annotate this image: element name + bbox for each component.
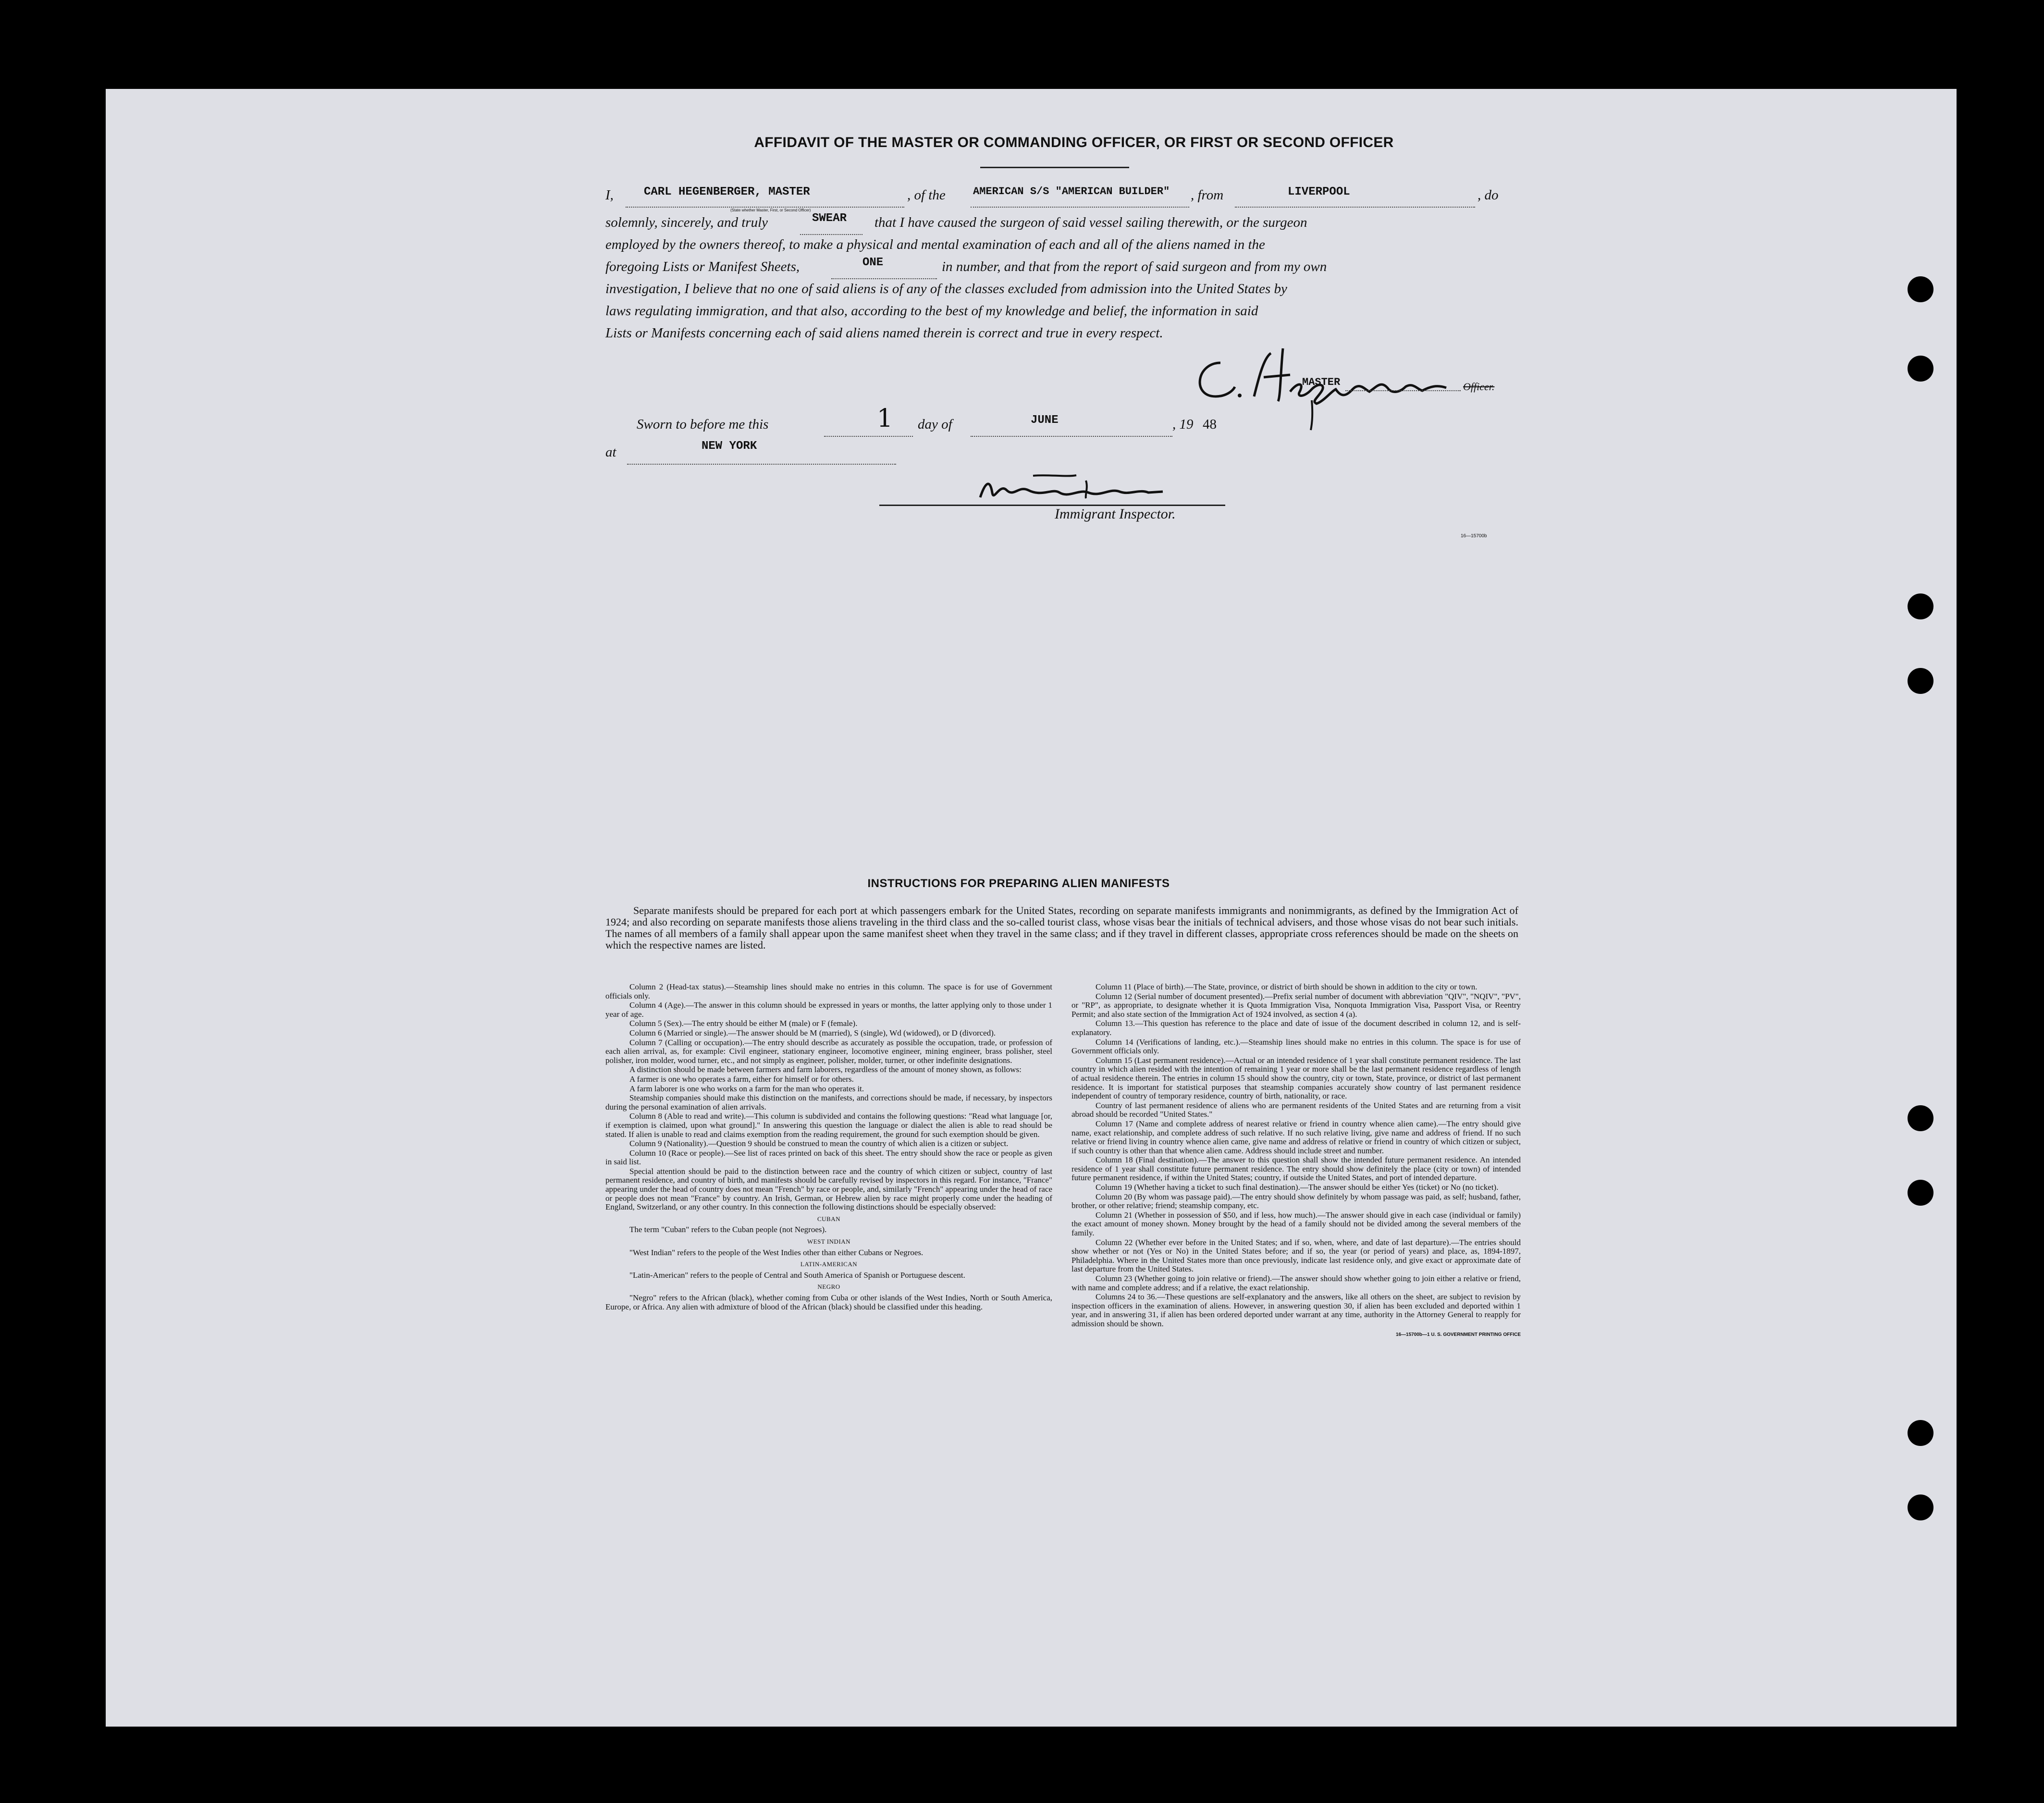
sworn-month: JUNE <box>1031 414 1059 427</box>
instruction-paragraph: "Latin-American" refers to the people of Central and South America of Spanish or Portuguese descent. <box>629 1270 965 1280</box>
affidavit-line-7: Lists or Manifests concerning each of said aliens named therein is correct and true in every respect. <box>605 325 1163 341</box>
instruction-paragraph: Column 18 (Final destination).—The answer to this question shall show the intended future permanent residence. An intended residence of 1 year shall constitute future permanent residence. The entry should show definitely the place (city or town) of intended future permanent residence, if within the United States; country, if outside the United States, and port of intended departure. <box>1071 1155 1521 1183</box>
punch-hole <box>1908 276 1933 302</box>
punch-hole <box>1908 593 1933 619</box>
sworn-place: NEW YORK <box>702 440 757 453</box>
punch-hole <box>1908 1105 1933 1131</box>
affidavit-line-5: investigation, I believe that no one of said aliens is of any of the classes excluded from admission into the United States by <box>605 281 1287 296</box>
oath-value: SWEAR <box>812 212 847 225</box>
title-underline <box>980 167 1129 168</box>
instructions-left-column <box>605 983 1052 1312</box>
punch-hole <box>1908 668 1933 694</box>
officer-rank: MASTER <box>1302 376 1341 388</box>
affidavit-line-6: laws regulating immigration, and that also, according to the best of my knowledge and belief, the information in said <box>605 303 1258 319</box>
departure-port: LIVERPOOL <box>1288 185 1350 198</box>
instruction-paragraph: "Negro" refers to the African (black), whether coming from Cuba or other islands of the West Indies, North or South America, Europe, or Africa. Any alien with admixture of blood of the African (black) should be classified under this heading. <box>605 1293 1052 1311</box>
manifest-sheet: AFFIDAVIT OF THE MASTER OR COMMANDING OFFICER, OR FIRST OR SECOND OFFICER I, CARL HEGENBERGER, MASTER , of the AMERICAN S/S "AMERICAN BUILDER" , from LIVERPOOL , do (State whether Master, First, or Second Officer) solemnly, sincerely, and truly SWEAR that I have caused the surgeon of said vessel sailing therewith, or the surgeon employed by the owners thereof, to make a physical and mental examination of each and all of the aliens named in the foregoing Lists or Manifest Sheets, ONE in number, and that from the report of said surgeon and from my own investigation, I believe that no one of said aliens is of any of the classes excluded from admission into the United States by laws regulating immigration, and that also, according to the best of my knowledge and belief, the information in said Lists or Manifests concerning each of said aliens named therein is correct and true in every respect. MASTER Officer. Sworn to before me this 1 day of JUNE , 19 48 at NEW YORK Immigrant Inspector. 16—15700b INSTRUCTIONS FOR PREPARING ALIEN MANIFESTS Separate manifests should be prepared for each port at which passengers embark for the United States, recording on separate manifests immigrants and nonimmigrants, as defined by the Immigration Act of 1924; and also recording on separate manifests those aliens traveling in the third class and the so-called tourist class, whose visas bear the initials of technical advisers, and those whose visas do not bear such initials. The names of all members of a family shall appear upon the same manifest sheet when they travel in the same class; and if they travel in different classes, appropriate cross references should be made on the sheets on which the respective names are listed. Column 2 (Head-tax status).—Steamship lines should make no entries in this column. The space is for use of Government officials only. Column 4 (Age).—The answer in this column should be expressed in years or months, the latter applying only to those under 1 year of age. Column 5 (Sex).—The entry should be either M (male) or F (female). Column 6 (Married or single).—The answer should be M (married), S (single), Wd (widowed), or D (divorced). Column 7 (Calling or occupation).—The entry should describe as accurately as possible the occupation, trade, or profession of each alien arrival, as, for example: Civil engineer, stationary engineer, locomotive engineer, mining engineer, brass polisher, steel polisher, iron molder, wood turner, etc., and not simply as engineer, polisher, molder, turner, or other indefinite designations. A distinction should be made between farmers and farm laborers, regardless of the amount of money shown, as follows: A farmer is one who operates a farm, either for himself or for others. A farm laborer is one who works on a farm for the man who operates it. Steamship companies should make this distinction on the manifests, and corrections should be made, if necessary, by inspectors during the personal examination of alien arrivals. Column 8 (Able to read and write).—This column is subdivided and contains the following questions: "Read what language [or, if exemption is claimed, upon what ground]." In answering this question the language or dialect the alien is able to read should be stated. If alien is unable to read and claims exemption from the reading requirement, the ground for such exemption should be given. Column 9 (Nationality).—Question 9 should be construed to mean the country of which alien is a citizen or subject. Column 10 (Race or people).—See list of races printed on back of this sheet. The entry should show the race or people as given in said list. Special attention should be paid to the distinction between race and the country of which citizen or subject, country of last permanent residence, and country of birth, and manifests should be carefully revised by inspectors in this regard. For instance, "France" appearing under the head of country does not mean "French" by race or people, and, similarly "French" appearing under the head of race or people does not mean "France" by country. An Irish, German, or Hebrew alien by race might properly come under the heading of England, Switzerland, or any other country. In this connection the following distinctions should be especially observed: CUBAN The term "Cuban" refers to the Cuban people (not Negroes). WEST INDIAN "West Indian" refers to the people of the West Indies other than either Cubans or Negroes. LATIN-AMERICAN "Latin-American" refers to the people of Central and South America of Spanish or Portuguese descent. NEGRO "Negro" refers to the African (black), whether coming from Cuba or other islands of the West Indies, North or South America, Europe, or Africa. Any alien with admixture of blood of the African (black) should be classified under this heading. Column 11 (Place of birth).—The State, province, or district of birth should be shown in addition to the city or town. Column 12 (Serial number of document presented).—Prefix serial number of document with abbreviation "QIV", "NQIV", "PV", or "RP", as appropriate, to designate whether it is Quota Immigration Visa, Nonquota Immigration Visa, Passport Visa, or Reentry Permit; and also state section of the Immigration Act of 1924 involved, as section 4 (a). Column 13.—This question has reference to the place and date of issue of the document described in column 12, and is self-explanatory. Column 14 (Verifications of landing, etc.).—Steamship lines should make no entries in this column. The space is for use of Government officials only. Column 15 (Last permanent residence).—Actual or an intended residence of 1 year shall constitute permanent residence. The last country in which alien resided with the intention of remaining 1 year or more shall be the last permanent residence regardless of length of actual residence therein. The entries in column 15 should show the country, city or town, State, province, or district of last permanent residence. It is important for statistical purposes that steamship companies accurately show country of last permanent residence independent of country of temporary residence, country of birth, nationality, or race. Country of last permanent residence of aliens who are permanent residents of the United States and are returning from a visit abroad should be recorded "United States." Column 17 (Name and complete address of nearest relative or friend in country whence alien came).—The entry should give name, exact relationship, and complete address of such relative. If no such relative living, give name and address of friend. If no such relative or friend living in country whence alien came, give name and address of relative or friend in country of which citizen or subject, if such country is other than that whence alien came. Address should include street and number. Column 18 (Final destination).—The answer to this question shall show the intended future permanent residence. An intended residence of 1 year shall constitute future permanent residence. The entry should show definitely the place (city or town) of intended future permanent residence, if within the United States; country, if outside the United States, and port of intended departure. Column 19 (Whether having a ticket to such final destination).—The answer should be either Yes (ticket) or No (no ticket). Column 20 (By whom was passage paid).—The entry should show definitely by whom passage was paid, as self; husband, father, brother, or other relative; friend; steamship company, etc. Column 21 (Whether in possession of $50, and if less, how much).—The answer should give in each case (individual or family) the exact amount of money shown. Money brought by the head of a family should not be divided among the several members of the family. Column 22 (Whether ever before in the United States; and if so, when, where, and date of last departure).—The entries should show whether or not (Yes or No) in the United States before; and if so, the year (or period of years) and place, as, 1894-1897, Philadelphia. Where in the United States more than once previously, indicate last residence only, and give exact or approximate date of last departure from the United States. Column 23 (Whether going to join relative or friend).—The answer should show whether going to join either a relative or friend, with name and complete address; and if a relative, the exact relationship. Columns 24 to 36.—These questions are self-explanatory and the answers, like all others on the sheet, are subject to revision by inspection officers in the examination of aliens. However, in answering question 30, if alien has been excluded and deported within 1 year, and in answering 31, if alien has been ordered deported under warrant at any time, authority in the Attorney General to reapply for admission should be shown. 16—15700b—1 U. S. GOVERNMENT PRINTING OFFICE <box>106 89 1957 1727</box>
affidavit-line-3: employed by the owners thereof, to make a physical and mental examination of each and all of the aliens named in the <box>605 237 1265 252</box>
instruction-paragraph: A farm laborer is one who works on a farm for the man who operates it. <box>629 1084 864 1093</box>
day-value: 1 <box>877 404 893 433</box>
punch-hole <box>1908 1494 1933 1520</box>
instruction-paragraph: Special attention should be paid to the distinction between race and the country of which citizen or subject, country of last permanent residence, and country of birth, and manifests should be carefully revised by inspectors in this regard. For instance, "France" appearing under the head of country does not mean "French" by race or people, and, similarly "French" appearing under the head of race or people does not mean "France" by country. An Irish, German, or Hebrew alien by race might properly come under the heading of England, Switzerland, or any other country. In this connection the following distinctions should be especially observed: <box>605 1166 1052 1212</box>
instructions-right-column <box>1071 983 1521 1340</box>
instruction-paragraph: Column 14 (Verifications of landing, etc.).—Steamship lines should make no entries in this column. The space is for use of Government officials only. <box>1071 1037 1521 1056</box>
heading-latin-american: LATIN-AMERICAN <box>800 1260 858 1268</box>
port-blank <box>1235 187 1475 208</box>
vessel-name: AMERICAN S/S "AMERICAN BUILDER" <box>973 185 1170 198</box>
heading-negro: NEGRO <box>817 1283 840 1291</box>
punch-hole <box>1908 1420 1933 1446</box>
instruction-paragraph: Steamship companies should make this distinction on the manifests, and corrections should be made, if necessary, by inspectors during the personal examination of alien arrivals. <box>605 1093 1052 1111</box>
instruction-paragraph: Column 4 (Age).—The answer in this column should be expressed in years or months, the latter applying only to those under 1 year of age. <box>605 1000 1052 1019</box>
place-blank <box>627 445 896 465</box>
instruction-paragraph: Column 19 (Whether having a ticket to such final destination).—The answer should be either Yes (ticket) or No (no ticket). <box>1096 1183 1499 1192</box>
instruction-paragraph: Column 5 (Sex).—The entry should be either M (male) or F (female). <box>629 1019 858 1028</box>
signature-line <box>1345 389 1461 391</box>
instruction-paragraph: Column 10 (Race or people).—See list of races printed on back of this sheet. The entry should show the race or people as given in said list. <box>605 1148 1052 1167</box>
instruction-paragraph: Column 11 (Place of birth).—The State, province, or district of birth should be shown in addition to the city or town. <box>1096 982 1478 991</box>
instruction-paragraph: The term "Cuban" refers to the Cuban people (not Negroes). <box>629 1225 827 1235</box>
heading-west-indian: WEST INDIAN <box>807 1238 851 1246</box>
punch-hole <box>1908 356 1933 382</box>
punch-hole <box>1908 1180 1933 1206</box>
state-note: (State whether Master, First, or Second Officer) <box>730 208 811 212</box>
day-blank <box>824 417 913 437</box>
instruction-paragraph: Column 22 (Whether ever before in the United States; and if so, when, where, and date of last departure).—The entries should show whether or not (Yes or No) in the United States before; and if so, the year (or period of years) and place, as, 1894-1897, Philadelphia. Where in the United States more than once previously, indicate last residence only, and give exact or approximate date of last departure from the United States. <box>1071 1237 1521 1274</box>
instruction-paragraph: Column 15 (Last permanent residence).—Actual or an intended residence of 1 year shall constitute permanent residence. The last country in which alien resided with the intention of remaining 1 year or more shall be the last permanent residence regardless of length of actual residence therein. The entries in column 15 should show the country, city or town, State, province, or district of last permanent residence. It is important for statistical purposes that steamship companies accurately show country of last permanent residence independent of country of temporary residence, country of birth, nationality, or race. <box>1071 1055 1521 1101</box>
instructions-intro: Separate manifests should be prepared for each port at which passengers embark for the United States, recording on separate manifests immigrants and nonimmigrants, as defined by the Immigration Act of 1924; and also recording on separate manifests those aliens traveling in the third class and the so-called tourist class, whose visas bear the initials of technical advisers, and those whose visas do not bear such initials. The names of all members of a family shall appear upon the same manifest sheet when they travel in the same class; and if they travel in different classes, appropriate cross references should be made on the sheets on which the respective names are listed. <box>605 904 1518 951</box>
instruction-paragraph: Column 2 (Head-tax status).—Steamship lines should make no entries in this column. The space is for use of Government officials only. <box>605 982 1052 1000</box>
affidavit-title: AFFIDAVIT OF THE MASTER OR COMMANDING OFFICER, OR FIRST OR SECOND OFFICER <box>754 135 1394 150</box>
instruction-paragraph: Column 23 (Whether going to join relative or friend).—The answer should show whether going to join either a relative or friend, with name and complete address; and if a relative, the exact relationship. <box>1071 1274 1521 1292</box>
instruction-paragraph: Column 6 (Married or single).—The answer should be M (married), S (single), Wd (widowed), or D (divorced). <box>629 1028 996 1037</box>
instruction-paragraph: A farmer is one who operates a farm, either for himself or for others. <box>629 1074 854 1084</box>
inspector-label: Immigrant Inspector. <box>1055 506 1176 522</box>
month-blank <box>971 417 1172 437</box>
master-name: CARL HEGENBERGER, MASTER <box>644 185 810 198</box>
print-footer: 16—15700b—1 U. S. GOVERNMENT PRINTING OFFICE <box>1395 1332 1521 1337</box>
instruction-paragraph: Column 20 (By whom was passage paid).—The entry should show definitely by whom passage was paid, as self; husband, father, brother, or other relative; friend; steamship company, etc. <box>1071 1192 1521 1210</box>
instruction-paragraph: Column 7 (Calling or occupation).—The entry should describe as accurately as possible the occupation, trade, or profession of each alien arrival, as, for example: Civil engineer, stationary engineer, locomotive engineer, mining engineer, brass polisher, steel polisher, iron molder, wood turner, etc., and not simply as engineer, polisher, molder, turner, or other indefinite designations. <box>605 1037 1052 1065</box>
instruction-paragraph: Country of last permanent residence of aliens who are permanent residents of the United States and are returning from a visit abroad should be recorded "United States." <box>1071 1100 1521 1119</box>
instruction-paragraph: Column 9 (Nationality).—Question 9 should be construed to mean the country of which alien is a citizen or subject. <box>629 1139 1009 1148</box>
officer-word: Officer. <box>1463 381 1495 393</box>
instruction-paragraph: "West Indian" refers to the people of the West Indies other than either Cubans or Negroes. <box>629 1247 923 1257</box>
sworn-year: 48 <box>1203 417 1217 432</box>
instruction-paragraph: Column 21 (Whether in possession of $50, and if less, how much).—The answer should give in each case (individual or family) the exact amount of money shown. Money brought by the head of a family should not be divided among the several members of the family. <box>1071 1210 1521 1238</box>
form-number: 16—15700b <box>1461 533 1487 539</box>
instruction-paragraph: Column 12 (Serial number of document presented).—Prefix serial number of document with abbreviation "QIV", "NQIV", "PV", or "RP", as appropriate, to designate whether it is Quota Immigration Visa, Nonquota Immigration Visa, Passport Visa, or Reentry Permit; and also state section of the Immigration Act of 1924 involved, as section 4 (a). <box>1071 991 1521 1019</box>
instruction-paragraph: Column 13.—This question has reference to the place and date of issue of the document described in column 12, and is self-explanatory. <box>1071 1019 1521 1037</box>
instruction-paragraph: A distinction should be made between farmers and farm laborers, regardless of the amount of money shown, as follows: <box>629 1065 1022 1074</box>
instruction-paragraph: Column 8 (Able to read and write).—This column is subdivided and contains the following questions: "Read what language [or, if exemption is claimed, upon what ground]." In answering this question the language or dialect the alien is able to read should be stated. If alien is unable to read and claims exemption from the reading requirement, the ground for such exemption should be given. <box>605 1111 1052 1139</box>
instruction-paragraph: Columns 24 to 36.—These questions are self-explanatory and the answers, like all others on the sheet, are subject to revision by inspection officers in the examination of aliens. However, in answering question 30, if alien has been excluded and deported within 1 year, and in answering 31, if alien has been ordered deported under warrant at any time, authority in the Attorney General to reapply for admission should be shown. <box>1071 1292 1521 1328</box>
instruction-paragraph: Column 17 (Name and complete address of nearest relative or friend in country whence alien came).—The entry should give name, exact relationship, and complete address of such relative. If no such relative living, give name and address of friend. If no such relative or friend living in country whence alien came, give name and address of relative or friend in country of which citizen or subject, if such country is other than that whence alien came. Address should include street and number. <box>1071 1119 1521 1155</box>
heading-cuban: CUBAN <box>817 1215 840 1223</box>
sheets-count: ONE <box>862 256 884 269</box>
sheets-blank <box>831 259 937 279</box>
instructions-title: INSTRUCTIONS FOR PREPARING ALIEN MANIFESTS <box>867 877 1170 890</box>
